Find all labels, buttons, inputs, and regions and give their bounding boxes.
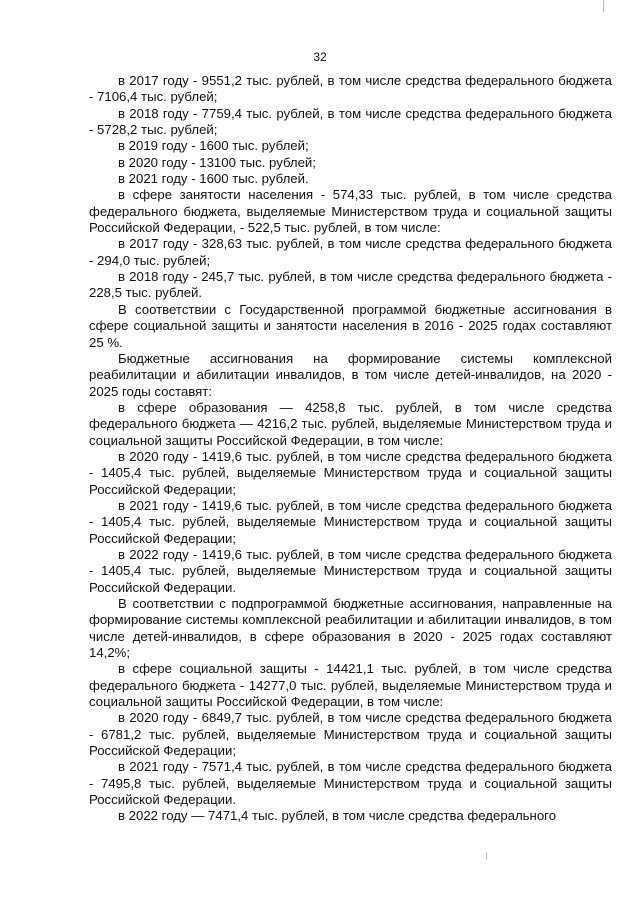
paragraph: в 2020 году - 1419,6 тыс. рублей, в том числе средства федерального бюджета - 1405,4 тыс. рублей, выделяемые Министерством труда и социальной защиты Российской Федерации; <box>89 448 612 497</box>
paragraph: в 2021 году - 1419,6 тыс. рублей, в том числе средства федерального бюджета - 1405,4 тыс. рублей, выделяемые Министерством труда и социальной защиты Российской Федерации; <box>89 497 612 546</box>
paragraph: в сфере занятости населения - 574,33 тыс. рублей, в том числе средства федерального бюджета, выделяемые Министерством труда и социальной защиты Российской Федерации, - 522,5 тыс. рублей, в том числе: <box>89 187 612 236</box>
scan-artifact <box>603 0 604 12</box>
document-body <box>89 73 612 825</box>
paragraph: в 2021 году - 7571,4 тыс. рублей, в том числе средства федерального бюджета - 7495,8 тыс. рублей, выделяемые Министерством труда и социальной защиты Российской Федерации. <box>89 759 612 808</box>
paragraph: Бюджетные ассигнования на формирование системы комплексной реабилитации и абилитации инвалидов, в том числе детей-инвалидов, на 2020 - 2025 годы составят: <box>89 350 612 399</box>
paragraph: в 2020 году - 6849,7 тыс. рублей, в том числе средства федерального бюджета - 6781,2 тыс. рублей, выделяемые Министерством труда и социальной защиты Российской Федерации; <box>89 710 612 759</box>
paragraph: в 2021 году - 1600 тыс. рублей. <box>118 171 309 187</box>
paragraph: в сфере образования — 4258,8 тыс. рублей, в том числе средства федерального бюджета — 4216,2 тыс. рублей, выделяемые Министерством труда и социальной защиты Российской Федерации, в том числе: <box>89 399 612 448</box>
paragraph: в 2020 году - 13100 тыс. рублей; <box>118 154 316 170</box>
paragraph: в 2017 году - 9551,2 тыс. рублей, в том числе средства федерального бюджета - 7106,4 тыс. рублей; <box>89 73 612 105</box>
paragraph: В соответствии с подпрограммой бюджетные ассигнования, направленные на формирование системы комплексной реабилитации и абилитации инвалидов, в том числе детей-инвалидов, в сфере образования в 2020 - 2025 годах составляют 14,2%; <box>89 596 612 661</box>
scan-artifact <box>486 852 487 860</box>
paragraph: в сфере социальной защиты - 14421,1 тыс. рублей, в том числе средства федерального бюджета - 14277,0 тыс. рублей, выделяемые Министерством труда и социальной защиты Российской Федерации, в том числе: <box>89 661 612 710</box>
paragraph: В соответствии с Государственной программой бюджетные ассигнования в сфере социальной защиты и занятости населения в 2016 - 2025 годах составляют 25 %. <box>89 301 612 350</box>
paragraph: в 2018 году - 7759,4 тыс. рублей, в том числе средства федерального бюджета - 5728,2 тыс. рублей; <box>89 105 612 138</box>
paragraph: в 2022 году - 1419,6 тыс. рублей, в том числе средства федерального бюджета - 1405,4 тыс. рублей, выделяемые Министерством труда и социальной защиты Российской Федерации. <box>89 546 612 595</box>
page-number: 32 <box>313 50 327 64</box>
paragraph: в 2022 году — 7471,4 тыс. рублей, в том числе средства федерального <box>118 808 557 824</box>
paragraph: в 2017 году - 328,63 тыс. рублей, в том числе средства федерального бюджета - 294,0 тыс. рублей; <box>89 236 612 268</box>
paragraph: в 2019 году - 1600 тыс. рублей; <box>118 138 309 154</box>
paragraph: в 2018 году - 245,7 тыс. рублей, в том числе средства федерального бюджета - 228,5 тыс. рублей. <box>89 269 612 301</box>
